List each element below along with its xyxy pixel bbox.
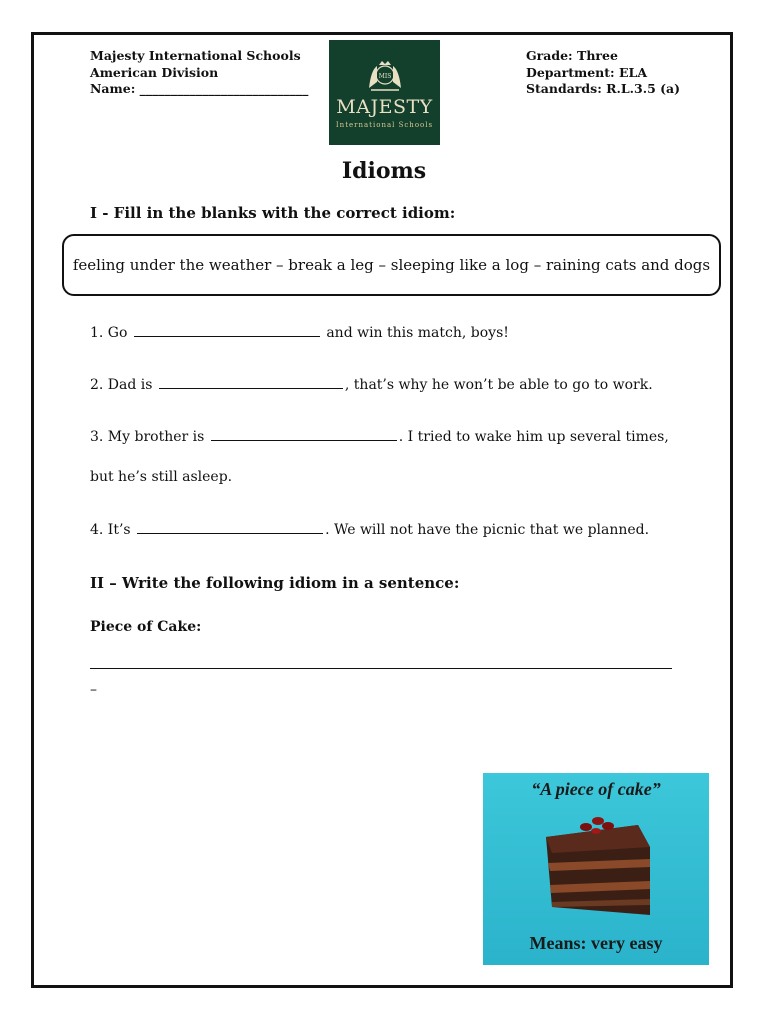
department: Department: ELA	[526, 64, 648, 80]
word-bank-text: feeling under the weather – break a leg – sleeping like a log – raining cats and dogs	[72, 256, 711, 274]
question-2-after: , that’s why he won’t be able to go to work.	[344, 377, 653, 393]
page-title: Idioms	[341, 158, 427, 184]
question-4	[90, 522, 649, 538]
section1-heading: I - Fill in the blanks with the correct idiom:	[90, 204, 456, 222]
question-1-after: and win this match, boys!	[321, 325, 509, 341]
answer-blank-3[interactable]	[211, 439, 397, 441]
answer-blank-2[interactable]	[159, 387, 343, 389]
question-3-continuation: but he’s still asleep.	[90, 469, 233, 485]
header-left	[90, 48, 308, 98]
idiom-illustration	[483, 773, 709, 965]
question-4-after: . We will not have the picnic that we planned.	[325, 522, 650, 538]
question-1-before: 1. Go	[90, 325, 132, 341]
illustration-quote: “A piece of cake”	[531, 779, 661, 799]
logo-subtitle: International Schools	[335, 121, 434, 129]
logo-brand: MAJESTY	[336, 96, 433, 118]
illustration-meaning: Means: very easy	[529, 933, 663, 953]
answer-blank-1[interactable]	[134, 335, 320, 337]
grade: Grade: Three	[526, 48, 618, 63]
logo-monogram: MIS	[378, 73, 392, 80]
question-3-before: 3. My brother is	[90, 429, 209, 445]
standards: Standards: R.L.3.5 (a)	[526, 81, 681, 96]
sentence-answer-line[interactable]	[90, 668, 672, 669]
school-logo	[329, 40, 440, 145]
question-1	[90, 325, 509, 341]
crest-icon	[365, 60, 405, 94]
question-2-before: 2. Dad is	[90, 377, 157, 393]
cake-slice-icon	[538, 807, 658, 927]
header-right	[526, 48, 680, 98]
question-3-after: . I tried to wake him up several times,	[398, 429, 669, 445]
school-name: Majesty International Schools	[90, 48, 301, 63]
idiom-prompt: Piece of Cake:	[90, 619, 202, 635]
section2-heading: II – Write the following idiom in a sentence:	[90, 574, 460, 592]
trailing-dash: –	[90, 682, 97, 698]
question-4-before: 4. It’s	[90, 522, 136, 538]
word-bank	[62, 234, 721, 296]
name-field[interactable]: Name: ___________________________	[90, 81, 309, 96]
answer-blank-4[interactable]	[137, 532, 323, 534]
question-3	[90, 429, 669, 445]
question-2	[90, 377, 653, 393]
division: American Division	[90, 64, 219, 80]
